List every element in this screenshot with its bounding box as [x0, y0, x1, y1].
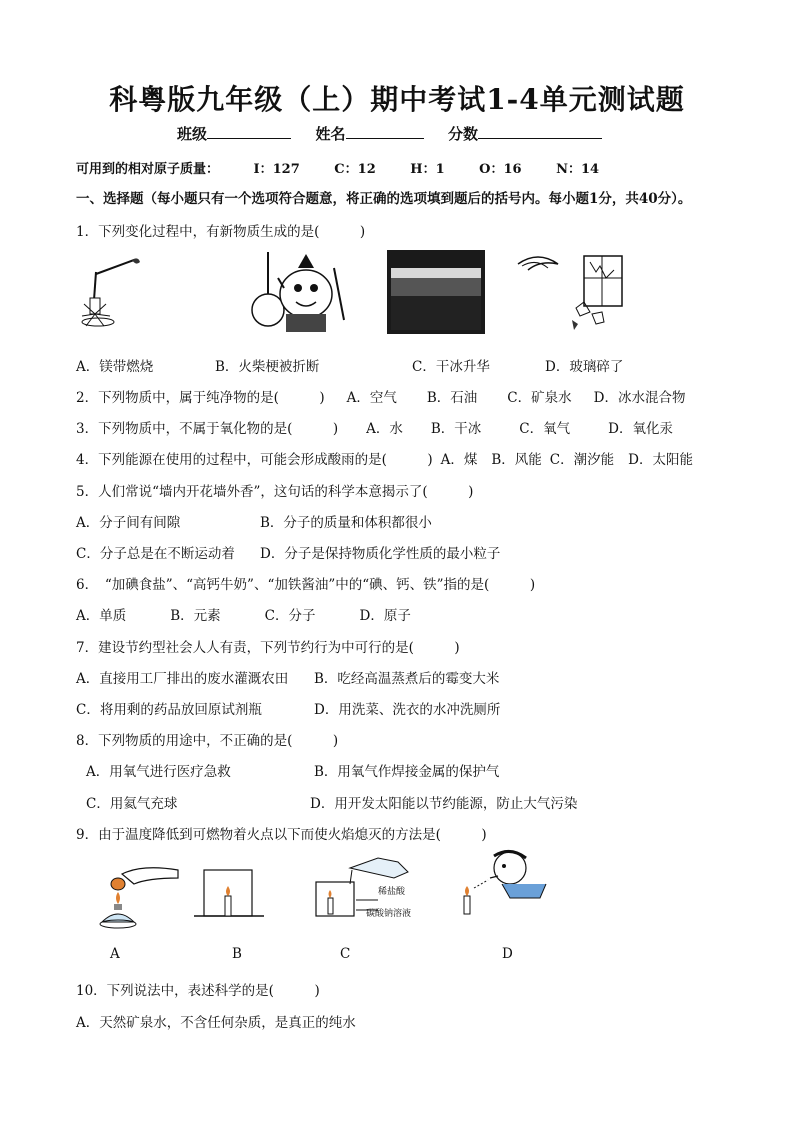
q1-option-c: C．干冰升华: [412, 359, 490, 375]
q9-caption-a: A: [110, 946, 120, 962]
candle-in-jar-figure: [190, 862, 268, 922]
q6-option-c: C．分子: [264, 608, 316, 624]
q10-option-a: A．天然矿泉水，不含任何杂质，是真正的纯水: [76, 1015, 356, 1031]
q3-option-b: B．干冰: [430, 421, 482, 437]
q3-option-a: A．水: [366, 421, 403, 437]
q5-option-b: B．分子的质量和体积都很小: [260, 515, 432, 531]
question-5-stem: 5．人们常说“墙内开花墙外香”，这句话的科学本意揭示了( ): [76, 484, 474, 500]
q8-option-b: B．用氧气作焊接金属的保护气: [314, 764, 500, 780]
q8-option-a: A．用氧气进行医疗急救: [86, 764, 231, 780]
blowing-candle-figure: [458, 848, 550, 918]
question-1-stem: 1．下列变化过程中，有新物质生成的是( ): [76, 224, 366, 240]
q8-option-d: D．用开发太阳能以节约能源，防止大气污染: [310, 796, 578, 812]
mass-o: O：16: [479, 162, 522, 177]
dry-ice-sublimation-figure: [387, 250, 485, 334]
mass-h: H：1: [410, 162, 445, 177]
matchstick-figure: [238, 248, 350, 336]
q6-options: [76, 604, 411, 624]
q2-option-b: B．石油: [426, 390, 478, 406]
q1-option-d: D．玻璃碎了: [545, 359, 624, 375]
q1-option-a: A．镁带燃烧: [76, 359, 154, 375]
question-9-stem: 9．由于温度降低到可燃物着火点以下而使火焰熄灭的方法是( ): [76, 827, 487, 843]
name-blank: [346, 124, 424, 139]
page-title: 科粤版九年级（上）期中考试1-4单元测试题: [109, 83, 685, 116]
mass-n: N：14: [556, 162, 600, 177]
q5-option-d: D．分子是保持物质化学性质的最小粒子: [260, 546, 501, 562]
alcohol-lamp-cap-figure: [92, 858, 182, 930]
question-2-stem: 2．下列物质中，属于纯净物的是( ): [76, 390, 325, 406]
question-6-stem: 6． “加碘食盐”、“高钙牛奶”、“加铁酱油”中的“碘、钙、铁”指的是( ): [76, 577, 536, 593]
magnesium-burning-figure: [76, 250, 142, 330]
q6-option-b: B．元素: [170, 608, 221, 624]
q7-option-b: B．吃经高温蒸煮后的霉变大米: [314, 671, 500, 687]
question-3: [76, 417, 673, 437]
mass-c: C：12: [334, 162, 376, 177]
q9-caption-d: D: [502, 946, 513, 962]
q4-option-c: C．潮汐能: [549, 452, 615, 468]
q2-option-c: C．矿泉水: [507, 390, 572, 406]
question-4-stem: 4．下列能源在使用的过程中，可能会形成酸雨的是( ): [76, 452, 433, 468]
q1-option-b: B．火柴梗被折断: [215, 359, 320, 375]
question-10-stem: 10．下列说法中，表述科学的是( ): [76, 983, 320, 999]
q9-caption-b: B: [232, 946, 242, 962]
label-sodium-carbonate: 碳酸钠溶液: [366, 909, 412, 919]
label-dilute-hcl: 稀盐酸: [378, 887, 406, 897]
section-heading: 一、选择题（每小题只有一个选项符合题意，将正确的选项填到题后的括号内。每小题1分，共40分）。: [76, 191, 692, 207]
question-2: [76, 386, 685, 406]
q4-option-b: B．风能: [491, 452, 542, 468]
question-4: [76, 448, 693, 468]
q7-option-a: A．直接用工厂排出的废水灌溉农田: [76, 671, 289, 687]
q9-caption-c: C: [340, 946, 351, 962]
broken-glass-figure: [512, 248, 630, 334]
q5-option-c: C．分子总是在不断运动着: [76, 546, 235, 562]
question-3-stem: 3．下列物质中，不属于氧化物的是( ): [76, 421, 339, 437]
name-label: 姓名: [315, 125, 346, 143]
question-7-stem: 7．建设节约型社会人人有责，下列节约行为中可行的是( ): [76, 640, 460, 656]
q6-option-a: A．单质: [76, 608, 127, 624]
q7-option-d: D．用洗菜、洗衣的水冲洗厕所: [314, 702, 501, 718]
score-blank: [478, 124, 602, 139]
q6-option-d: D．原子: [359, 608, 411, 624]
score-label: 分数: [447, 125, 478, 143]
q5-option-a: A．分子间有间隙: [76, 515, 181, 531]
q4-option-a: A．煤: [440, 452, 478, 468]
atomic-mass-label: 可用到的相对原子质量：: [76, 162, 220, 177]
atomic-mass-row: [76, 158, 629, 177]
q4-option-d: D．太阳能: [628, 452, 693, 468]
class-label: 班级: [177, 125, 208, 143]
q2-option-a: A．空气: [346, 390, 397, 406]
q2-option-d: D．冰水混合物: [593, 390, 686, 406]
question-8-stem: 8．下列物质的用途中，不正确的是( ): [76, 733, 339, 749]
q8-option-c: C．用氦气充球: [86, 796, 178, 812]
student-info-row: [177, 123, 602, 144]
mass-i: I：127: [253, 162, 300, 177]
q3-option-c: C．氧气: [519, 421, 571, 437]
q3-option-d: D．氧化汞: [608, 421, 673, 437]
q7-option-c: C．将用剩的药品放回原试剂瓶: [76, 702, 262, 718]
class-blank: [207, 124, 291, 139]
